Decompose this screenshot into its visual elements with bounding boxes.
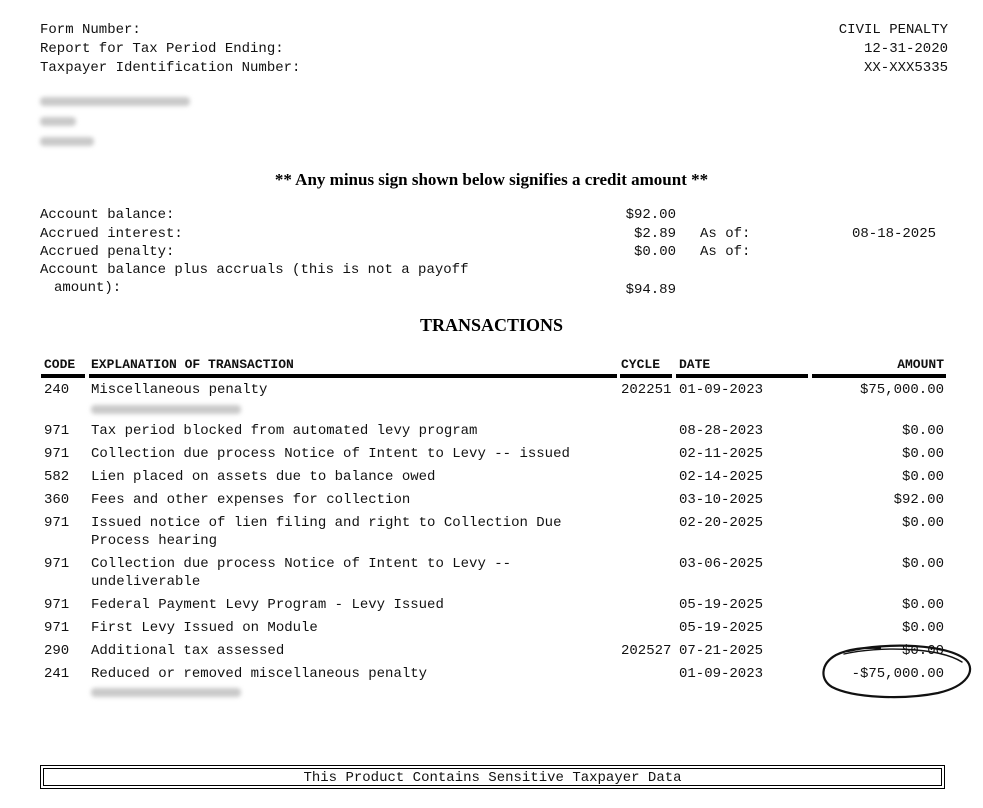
interest-asof-date: 08-18-2025 xyxy=(851,226,936,242)
header-cycle: CYCLE xyxy=(621,357,661,372)
table-row xyxy=(0,468,983,486)
header-rule xyxy=(620,374,672,378)
balance-value: $92.00 xyxy=(625,207,676,223)
cell-explanation: Collection due process Notice of Intent to Levy -- xyxy=(91,556,512,572)
redacted-address-line xyxy=(40,137,94,146)
total-label-line2: amount): xyxy=(54,280,122,296)
penalty-label: Accrued penalty: xyxy=(40,244,175,260)
cell-explanation: Miscellaneous penalty xyxy=(91,382,268,398)
cell-explanation: Fees and other expenses for collection xyxy=(91,492,411,508)
table-row xyxy=(0,422,983,440)
redacted-text xyxy=(91,405,241,414)
header-rule xyxy=(41,374,85,378)
cell-date: 01-09-2023 xyxy=(679,666,764,682)
footer-text: This Product Contains Sensitive Taxpayer Data xyxy=(43,768,942,786)
interest-value: $2.89 xyxy=(633,226,676,242)
table-row xyxy=(0,514,983,549)
footer-box xyxy=(40,765,945,789)
header-rule xyxy=(812,374,946,378)
cell-date: 05-19-2025 xyxy=(679,620,764,636)
balance-label: Account balance: xyxy=(40,207,175,223)
table-row xyxy=(0,555,983,590)
cell-code: 971 xyxy=(44,597,70,613)
redacted-address-line xyxy=(40,97,190,106)
cell-code: 971 xyxy=(44,620,70,636)
penalty-value: $0.00 xyxy=(633,244,676,260)
cell-code: 971 xyxy=(44,423,70,439)
transactions-title: TRANSACTIONS xyxy=(419,315,564,335)
cell-date: 01-09-2023 xyxy=(679,382,764,398)
cell-amount: $0.00 xyxy=(901,556,944,572)
cell-cycle: 202251 xyxy=(621,382,672,398)
cell-date: 08-28-2023 xyxy=(679,423,764,439)
cell-explanation: Issued notice of lien filing and right to Collection Due xyxy=(91,515,562,531)
tin-label: Taxpayer Identification Number: xyxy=(40,60,301,76)
cell-explanation-cont: Process hearing xyxy=(91,533,218,549)
cell-date: 02-20-2025 xyxy=(679,515,764,531)
total-label-line1: Account balance plus accruals (this is not a payoff xyxy=(40,262,469,278)
header-rule xyxy=(676,374,808,378)
cell-amount: $0.00 xyxy=(901,620,944,636)
cell-explanation: Tax period blocked from automated levy program xyxy=(91,423,478,439)
cell-amount: -$75,000.00 xyxy=(851,666,944,682)
cell-code: 971 xyxy=(44,446,70,462)
interest-asof-label: As of: xyxy=(700,226,751,242)
form-number-label: Form Number: xyxy=(40,22,141,38)
cell-date: 07-21-2025 xyxy=(679,643,764,659)
cell-explanation-cont: undeliverable xyxy=(91,574,201,590)
redacted-address-line xyxy=(40,117,76,126)
cell-date: 02-11-2025 xyxy=(679,446,764,462)
cell-date: 02-14-2025 xyxy=(679,469,764,485)
cell-amount: $75,000.00 xyxy=(859,382,944,398)
redacted-text xyxy=(91,688,241,697)
cell-code: 240 xyxy=(44,382,70,398)
cell-cycle: 202527 xyxy=(621,643,672,659)
cell-amount: $0.00 xyxy=(901,423,944,439)
cell-amount: $0.00 xyxy=(901,446,944,462)
period-label: Report for Tax Period Ending: xyxy=(40,41,284,57)
header-date: DATE xyxy=(679,357,711,372)
cell-amount: $0.00 xyxy=(901,469,944,485)
form-number-value: CIVIL PENALTY xyxy=(838,22,948,38)
penalty-asof-label: As of: xyxy=(700,244,751,260)
cell-amount: $0.00 xyxy=(901,643,944,659)
interest-label: Accrued interest: xyxy=(40,226,183,242)
table-row xyxy=(0,596,983,614)
cell-date: 05-19-2025 xyxy=(679,597,764,613)
total-value: $94.89 xyxy=(625,282,676,298)
cell-code: 360 xyxy=(44,492,70,508)
cell-code: 290 xyxy=(44,643,70,659)
cell-code: 582 xyxy=(44,469,70,485)
table-row xyxy=(0,381,983,399)
cell-date: 03-10-2025 xyxy=(679,492,764,508)
cell-amount: $0.00 xyxy=(901,597,944,613)
cell-explanation: First Levy Issued on Module xyxy=(91,620,318,636)
header-amount: AMOUNT xyxy=(897,357,944,372)
period-value: 12-31-2020 xyxy=(863,41,948,57)
cell-code: 971 xyxy=(44,515,70,531)
table-row xyxy=(0,619,983,637)
tin-value: XX-XXX5335 xyxy=(863,60,948,76)
cell-date: 03-06-2025 xyxy=(679,556,764,572)
circle-annotation xyxy=(818,642,974,700)
table-row xyxy=(0,445,983,463)
header-rule xyxy=(89,374,617,378)
table-row xyxy=(0,491,983,509)
cell-amount: $0.00 xyxy=(901,515,944,531)
cell-explanation: Collection due process Notice of Intent to Levy -- issued xyxy=(91,446,570,462)
header-code: CODE xyxy=(44,357,76,372)
cell-explanation: Federal Payment Levy Program - Levy Issued xyxy=(91,597,444,613)
cell-explanation: Additional tax assessed xyxy=(91,643,285,659)
cell-explanation: Reduced or removed miscellaneous penalty xyxy=(91,666,428,682)
cell-amount: $92.00 xyxy=(893,492,944,508)
header-explanation: EXPLANATION OF TRANSACTION xyxy=(91,357,294,372)
credit-notice: ** Any minus sign shown below signifies a credit amount ** xyxy=(274,170,709,189)
cell-code: 971 xyxy=(44,556,70,572)
cell-explanation: Lien placed on assets due to balance owed xyxy=(91,469,436,485)
cell-code: 241 xyxy=(44,666,70,682)
